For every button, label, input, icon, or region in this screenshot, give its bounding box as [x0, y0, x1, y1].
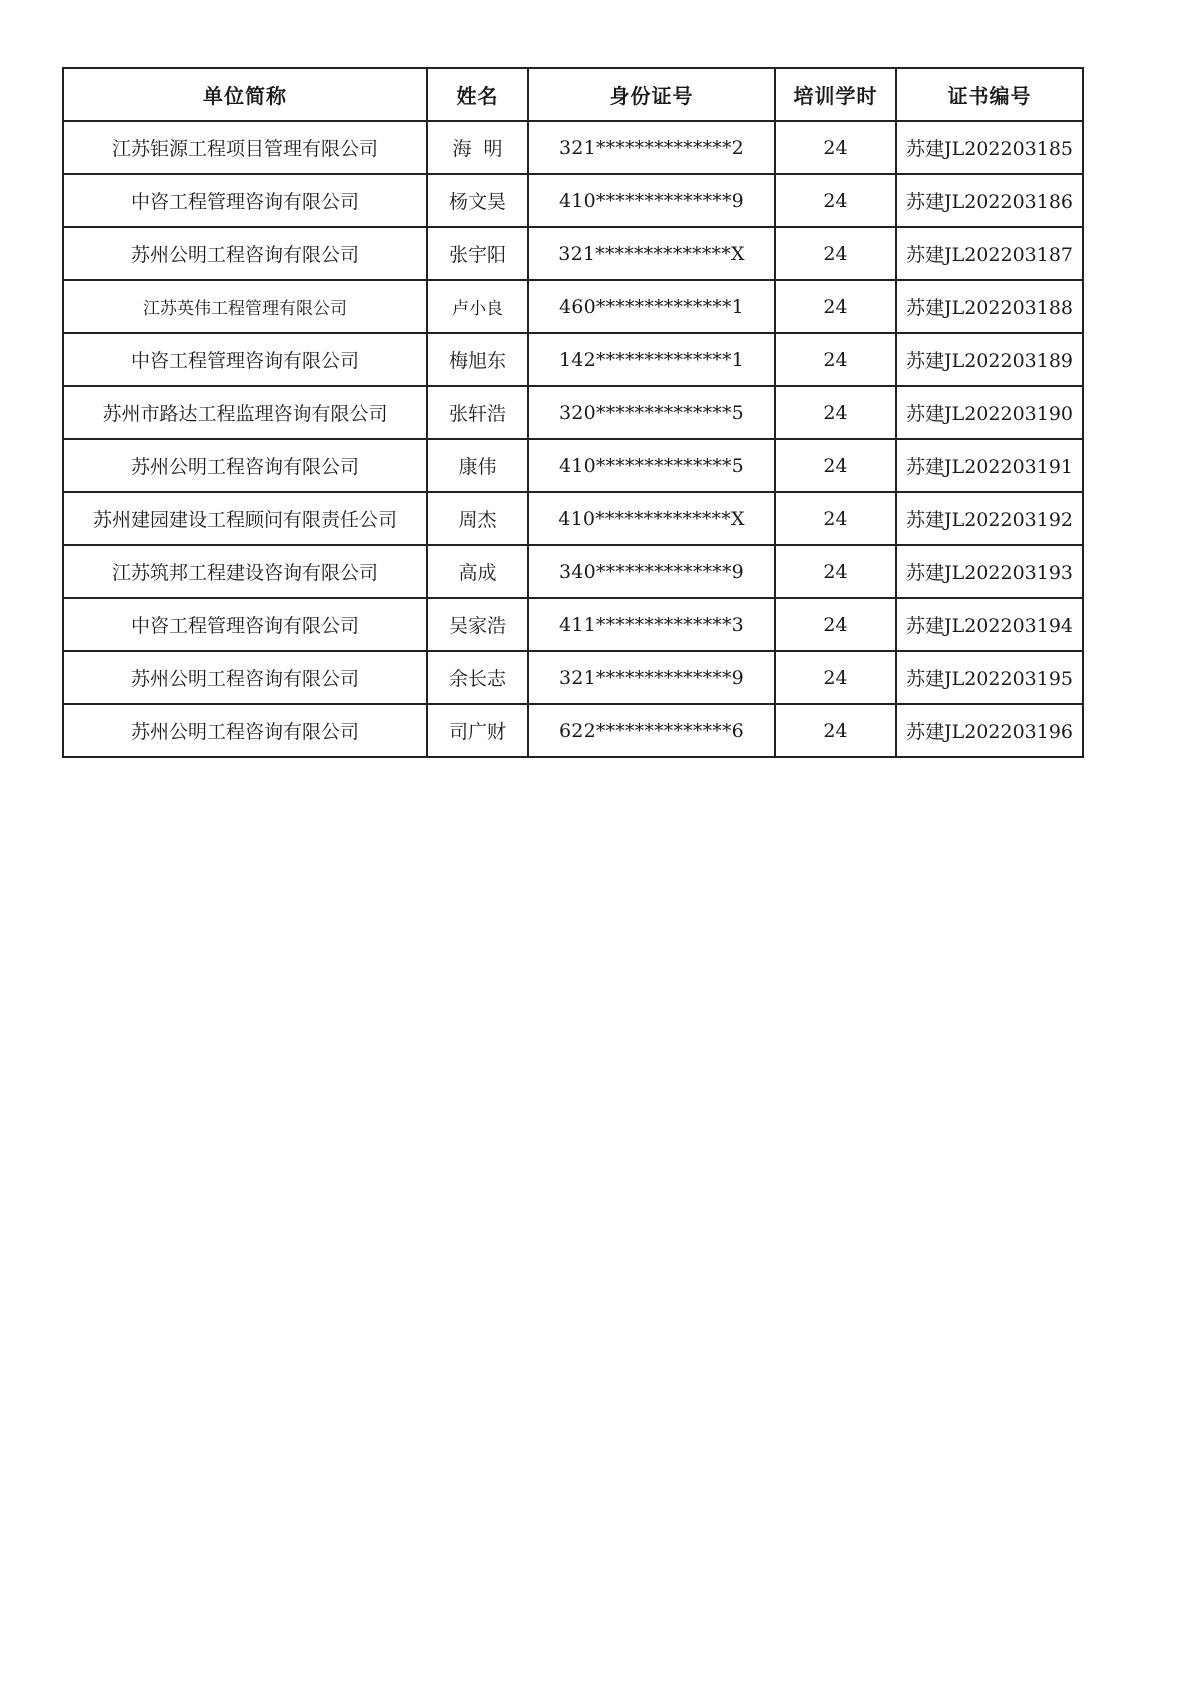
cell-unit: 苏州公明工程咨询有限公司 [63, 227, 427, 280]
cell-certificate-number: 苏建JL202203190 [896, 386, 1083, 439]
cell-unit: 中咨工程管理咨询有限公司 [63, 598, 427, 651]
cell-name: 康伟 [427, 439, 528, 492]
cell-unit: 江苏英伟工程管理有限公司 [63, 280, 427, 333]
cell-unit: 中咨工程管理咨询有限公司 [63, 174, 427, 227]
cell-certificate-number: 苏建JL202203193 [896, 545, 1083, 598]
table-row [63, 227, 1083, 280]
cell-id-number: 460**************1 [528, 280, 775, 333]
table-header-row [63, 68, 1083, 121]
cell-training-hours: 24 [775, 121, 896, 174]
cell-name: 司广财 [427, 704, 528, 757]
cell-training-hours: 24 [775, 227, 896, 280]
cell-id-number: 411**************3 [528, 598, 775, 651]
cell-id-number: 321**************2 [528, 121, 775, 174]
cell-name: 卢小良 [427, 280, 528, 333]
cell-id-number: 340**************9 [528, 545, 775, 598]
table-row [63, 121, 1083, 174]
cell-training-hours: 24 [775, 545, 896, 598]
cell-training-hours: 24 [775, 386, 896, 439]
trainee-certificate-table [62, 67, 1084, 758]
header-certificate-number: 证书编号 [896, 68, 1083, 121]
cell-training-hours: 24 [775, 333, 896, 386]
table-row [63, 386, 1083, 439]
cell-unit: 苏州公明工程咨询有限公司 [63, 651, 427, 704]
cell-certificate-number: 苏建JL202203192 [896, 492, 1083, 545]
cell-certificate-number: 苏建JL202203195 [896, 651, 1083, 704]
header-id-number: 身份证号 [528, 68, 775, 121]
cell-name: 张轩浩 [427, 386, 528, 439]
table-row [63, 492, 1083, 545]
header-training-hours: 培训学时 [775, 68, 896, 121]
cell-name: 吴家浩 [427, 598, 528, 651]
cell-id-number: 142**************1 [528, 333, 775, 386]
cell-name: 高成 [427, 545, 528, 598]
table-row [63, 545, 1083, 598]
table-row [63, 704, 1083, 757]
cell-training-hours: 24 [775, 439, 896, 492]
cell-id-number: 622**************6 [528, 704, 775, 757]
cell-name: 海 明 [427, 121, 528, 174]
table-row [63, 174, 1083, 227]
cell-id-number: 410**************9 [528, 174, 775, 227]
cell-certificate-number: 苏建JL202203186 [896, 174, 1083, 227]
table-row [63, 598, 1083, 651]
cell-certificate-number: 苏建JL202203185 [896, 121, 1083, 174]
cell-unit: 中咨工程管理咨询有限公司 [63, 333, 427, 386]
cell-training-hours: 24 [775, 280, 896, 333]
cell-certificate-number: 苏建JL202203188 [896, 280, 1083, 333]
cell-name: 张宇阳 [427, 227, 528, 280]
cell-certificate-number: 苏建JL202203196 [896, 704, 1083, 757]
table-row [63, 333, 1083, 386]
cell-unit: 苏州建园建设工程顾问有限责任公司 [63, 492, 427, 545]
cell-certificate-number: 苏建JL202203194 [896, 598, 1083, 651]
cell-name: 周杰 [427, 492, 528, 545]
cell-name: 杨文昊 [427, 174, 528, 227]
cell-name: 余长志 [427, 651, 528, 704]
cell-training-hours: 24 [775, 651, 896, 704]
cell-id-number: 321**************X [528, 227, 775, 280]
header-name: 姓名 [427, 68, 528, 121]
cell-id-number: 321**************9 [528, 651, 775, 704]
cell-certificate-number: 苏建JL202203191 [896, 439, 1083, 492]
table-row [63, 651, 1083, 704]
table-row [63, 439, 1083, 492]
cell-unit: 苏州公明工程咨询有限公司 [63, 704, 427, 757]
cell-unit: 江苏钜源工程项目管理有限公司 [63, 121, 427, 174]
table-row [63, 280, 1083, 333]
header-unit: 单位简称 [63, 68, 427, 121]
cell-training-hours: 24 [775, 174, 896, 227]
cell-unit: 江苏筑邦工程建设咨询有限公司 [63, 545, 427, 598]
cell-unit: 苏州公明工程咨询有限公司 [63, 439, 427, 492]
cell-training-hours: 24 [775, 704, 896, 757]
cell-name: 梅旭东 [427, 333, 528, 386]
cell-id-number: 410**************X [528, 492, 775, 545]
cell-certificate-number: 苏建JL202203187 [896, 227, 1083, 280]
cell-id-number: 320**************5 [528, 386, 775, 439]
cell-unit: 苏州市路达工程监理咨询有限公司 [63, 386, 427, 439]
cell-training-hours: 24 [775, 492, 896, 545]
cell-certificate-number: 苏建JL202203189 [896, 333, 1083, 386]
cell-training-hours: 24 [775, 598, 896, 651]
cell-id-number: 410**************5 [528, 439, 775, 492]
